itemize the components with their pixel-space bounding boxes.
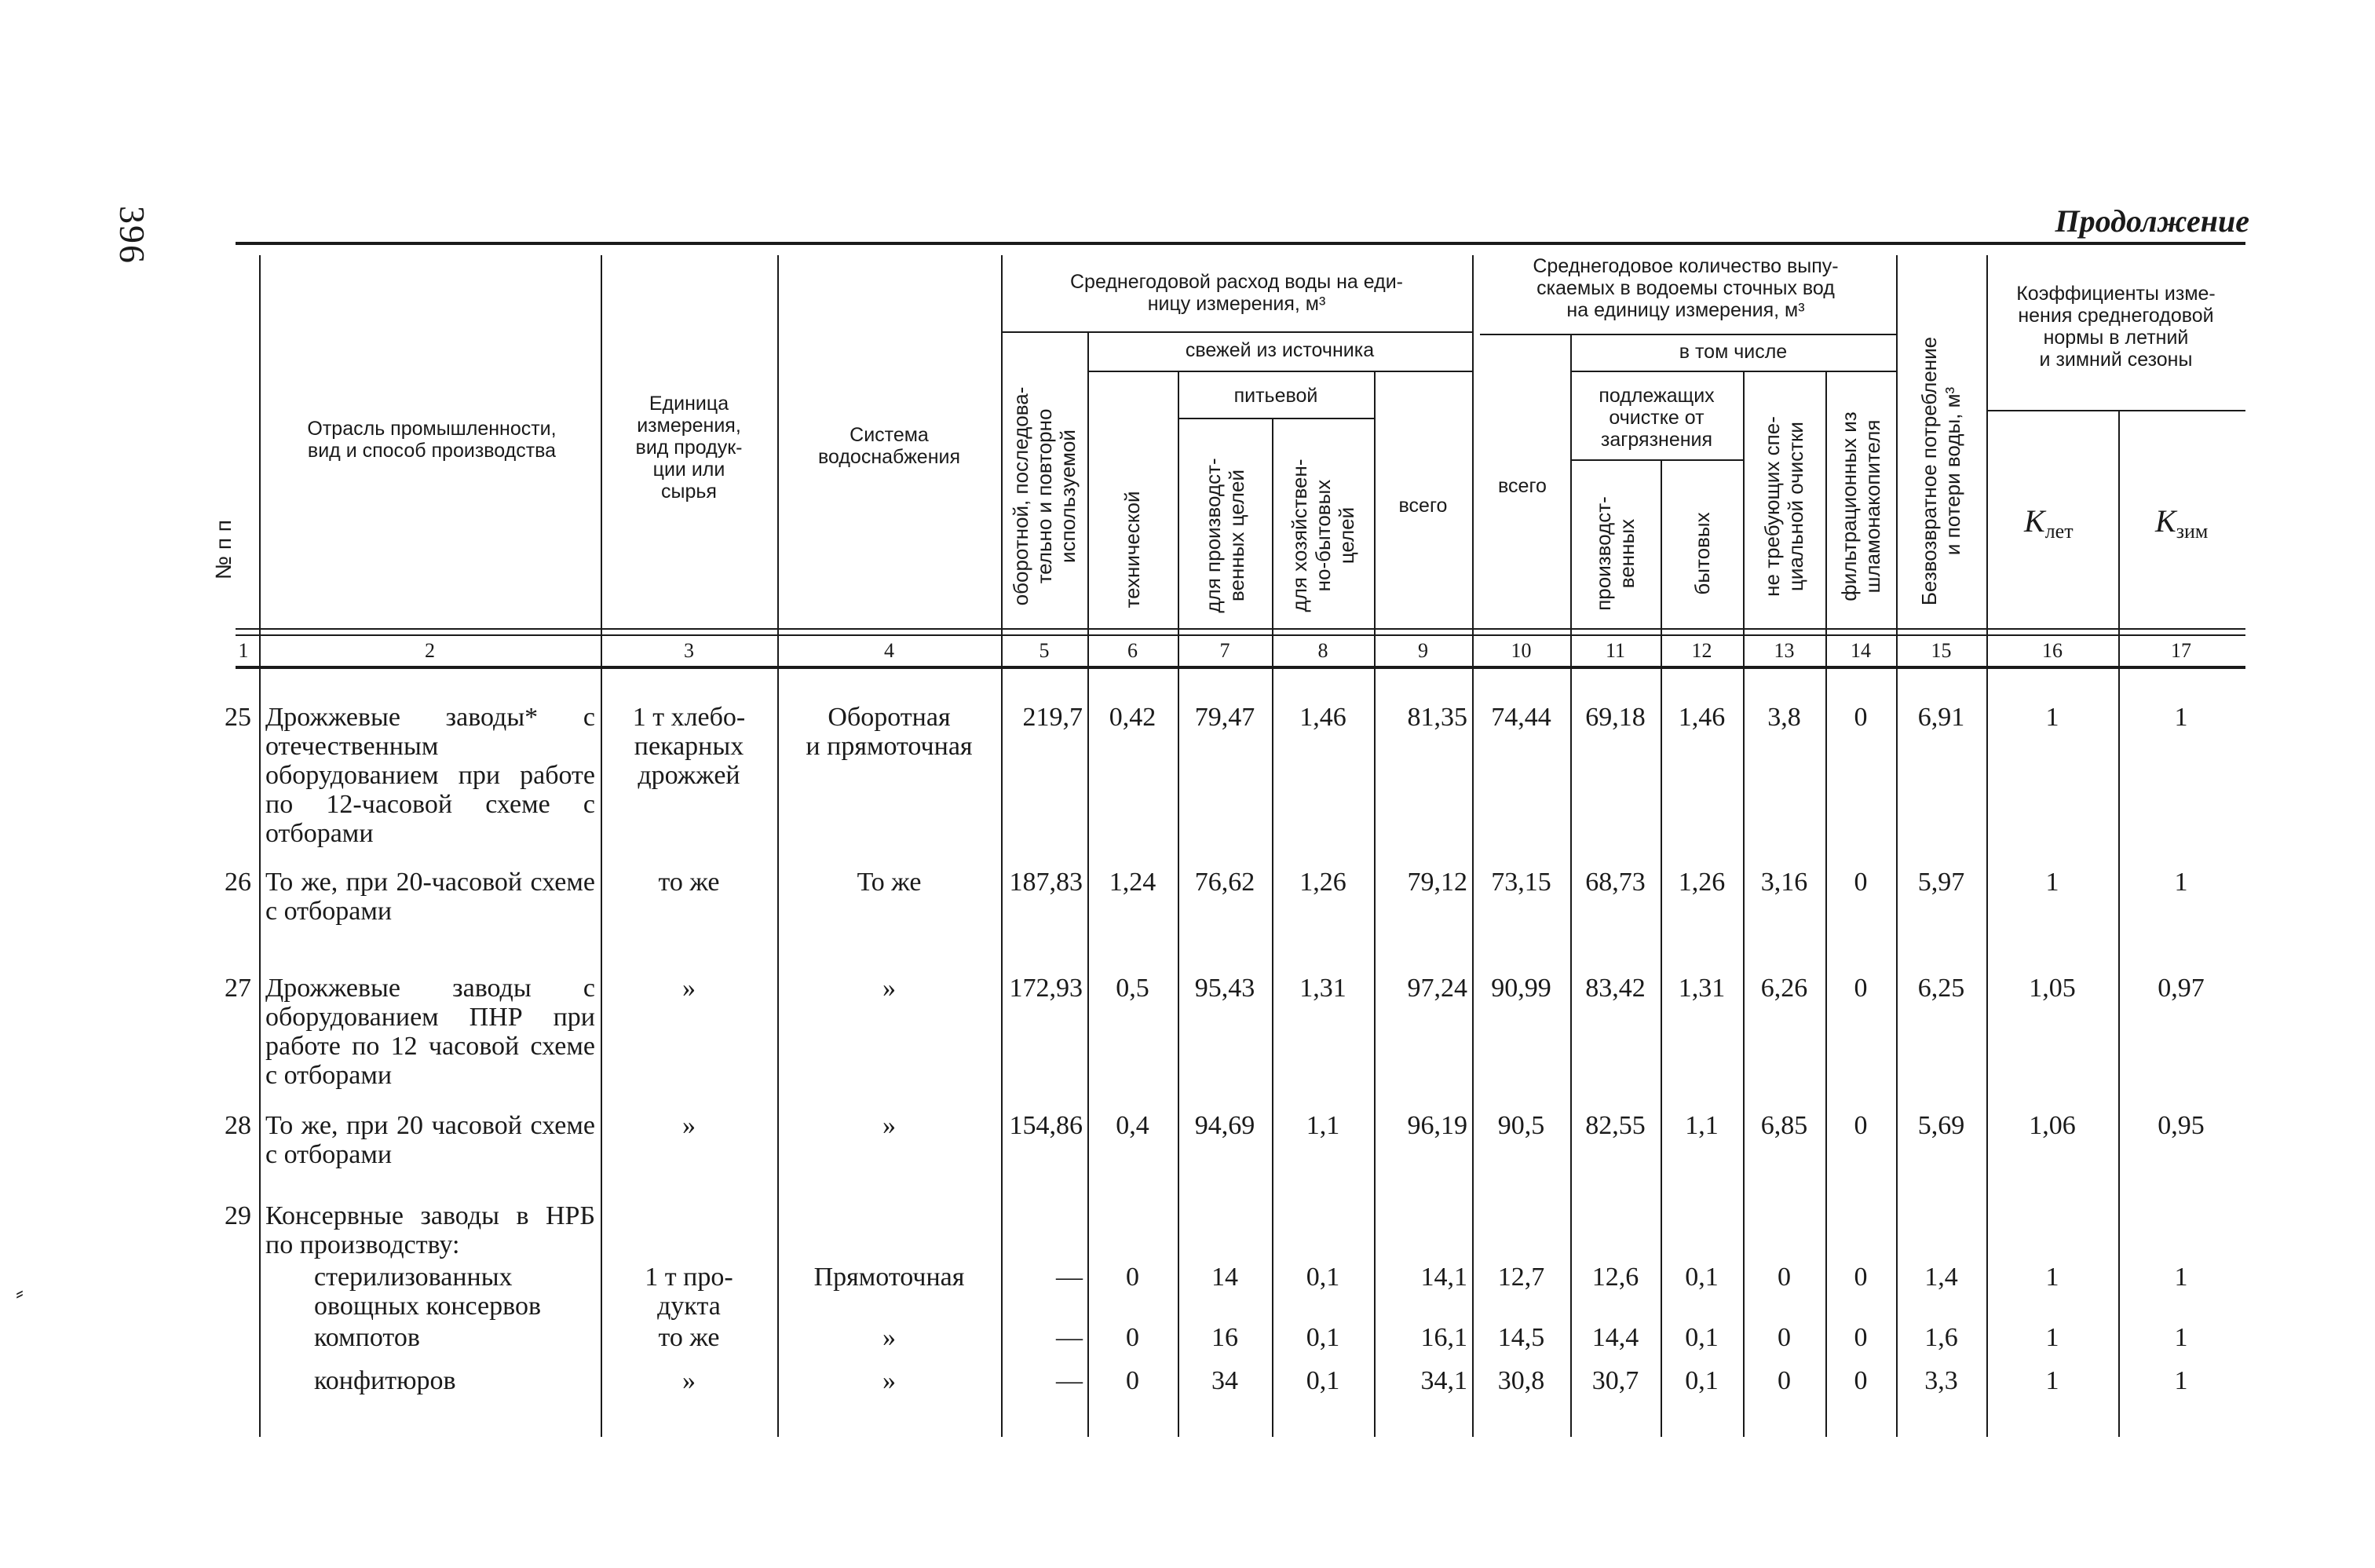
row-value: 16 (1211, 1323, 1238, 1352)
row-value: 0 (1854, 1263, 1868, 1292)
row-value: 0 (1778, 1323, 1791, 1352)
row-value: 0,42 (1109, 703, 1156, 732)
row-system: » (882, 1323, 896, 1352)
row-value: 1,46 (1299, 703, 1346, 732)
row-value: 1,26 (1299, 868, 1346, 897)
row-system: » (882, 1111, 896, 1140)
col-num: 5 (1039, 639, 1050, 662)
row-value: 1,1 (1306, 1111, 1340, 1140)
row-value: 0 (1126, 1263, 1139, 1292)
row-value: 0 (1854, 868, 1868, 897)
row-value: 0,1 (1685, 1366, 1719, 1395)
row-value: 68,73 (1585, 868, 1646, 897)
row-number: 28 (225, 1111, 251, 1140)
row-description: стерилизованных овощных консервов (314, 1263, 541, 1321)
row-value: 6,25 (1917, 974, 1965, 1003)
row-value: 74,44 (1491, 703, 1551, 732)
header-drinking: питьевой (1233, 385, 1318, 407)
header-to-treat: подлежащих очистке от загрязнения (1599, 385, 1715, 451)
row-description: конфитюров (314, 1366, 456, 1395)
row-value: 1 (2045, 703, 2059, 732)
row-unit: 1 т про- дукта (645, 1263, 733, 1321)
header-household: для хозяйствен- но-бытовых целей (1288, 459, 1358, 612)
col-num: 10 (1511, 639, 1532, 662)
row-value: 0,5 (1116, 974, 1149, 1003)
row-value: 6,91 (1917, 703, 1965, 732)
row-value: 95,43 (1194, 974, 1255, 1003)
row-number: 27 (225, 974, 251, 1003)
row-value: 0,95 (2158, 1111, 2205, 1140)
row-value: 81,35 (1407, 703, 1467, 732)
header-discharge-total: всего (1498, 475, 1547, 497)
row-value: 3,16 (1760, 868, 1808, 897)
header-filtration: фильтрационных из шламонакопителя (1837, 411, 1884, 601)
row-description: То же, при 20 часовой схеме с отборами (265, 1111, 595, 1169)
row-value: 79,47 (1194, 703, 1255, 732)
col-num: 17 (2171, 639, 2191, 662)
row-value: 30,8 (1497, 1366, 1545, 1395)
row-value: 73,15 (1491, 868, 1551, 897)
row-description: Дрожжевые заводы* с отечественным оборудованием при работе по 12-часовой схеме с отборами (265, 703, 595, 848)
row-value: 1,1 (1685, 1111, 1719, 1140)
row-value: 1 (2174, 1263, 2188, 1292)
row-value: 1,6 (1924, 1323, 1958, 1352)
row-description: компотов (314, 1323, 420, 1352)
header-total-use: всего (1398, 495, 1448, 517)
col-num: 12 (1691, 639, 1712, 662)
header-discharge: Среднегодовое количество выпу- скаемых в водоемы сточных вод на единицу измерения, м³ (1533, 255, 1839, 321)
header-production-purposes: для производст- венных целей (1201, 458, 1248, 613)
row-value: 0,1 (1306, 1323, 1340, 1352)
row-value: 1,31 (1678, 974, 1726, 1003)
row-value: 34,1 (1420, 1366, 1467, 1395)
row-system: Прямоточная (813, 1263, 965, 1292)
col-num: 8 (1317, 639, 1328, 662)
header-including: в том числе (1679, 341, 1788, 363)
row-value: 83,42 (1585, 974, 1646, 1003)
row-value: 219,7 (1022, 703, 1083, 732)
row-value: 1 (2174, 868, 2188, 897)
header-num: № п п (211, 520, 236, 579)
row-value: 0 (1778, 1366, 1791, 1395)
row-value: 5,97 (1917, 868, 1965, 897)
row-unit: » (682, 1366, 696, 1395)
row-value: 0,1 (1306, 1263, 1340, 1292)
row-value: 14 (1211, 1263, 1238, 1292)
row-value: 1 (2174, 1323, 2188, 1352)
row-value: 96,19 (1407, 1111, 1467, 1140)
row-value: 14,4 (1591, 1323, 1639, 1352)
row-value: 0,1 (1306, 1366, 1340, 1395)
row-value: 3,8 (1767, 703, 1801, 732)
row-value: 94,69 (1194, 1111, 1255, 1140)
row-value: 34 (1211, 1366, 1238, 1395)
row-value: 0,97 (2158, 974, 2205, 1003)
row-value: 5,69 (1917, 1111, 1965, 1140)
row-unit: 1 т хлебо- пекарных дрожжей (632, 703, 746, 790)
row-value: 0,1 (1685, 1323, 1719, 1352)
row-value: 6,26 (1760, 974, 1808, 1003)
margin-mark: ⸗ (16, 1280, 24, 1306)
col-num: 13 (1774, 639, 1795, 662)
row-value: 1,31 (1299, 974, 1346, 1003)
row-value: 90,99 (1491, 974, 1551, 1003)
row-value: 154,86 (1009, 1111, 1083, 1140)
header-k-winter: $K_{зим}$ (2155, 503, 2209, 543)
row-value: 0 (1778, 1263, 1791, 1292)
row-value: 14,1 (1420, 1263, 1467, 1292)
row-value: 187,83 (1009, 868, 1083, 897)
row-unit: то же (658, 868, 720, 897)
row-value: — (1056, 1263, 1083, 1292)
col-num: 9 (1418, 639, 1428, 662)
header-water-use: Среднегодовой расход воды на еди- ницу измерения, м³ (1070, 271, 1403, 315)
header-industrial: производст- венных (1591, 496, 1639, 611)
header-technical: технической (1120, 491, 1144, 609)
row-system: » (882, 1366, 896, 1395)
col-num: 7 (1219, 639, 1230, 662)
row-value: 1 (2045, 1323, 2059, 1352)
row-value: 1,05 (2029, 974, 2076, 1003)
row-value: 30,7 (1591, 1366, 1639, 1395)
row-system: Оборотная и прямоточная (806, 703, 973, 761)
header-system: Система водоснабжения (817, 424, 961, 468)
row-value: 12,6 (1591, 1263, 1639, 1292)
row-value: 12,7 (1497, 1263, 1545, 1292)
col-num: 11 (1605, 639, 1626, 662)
header-unit: Единица измерения, вид продук- ции или сырья (635, 393, 743, 503)
row-value: 1,24 (1109, 868, 1156, 897)
header-fresh: свежей из источника (1185, 339, 1375, 361)
header-k-summer: $K_{лет}$ (2024, 503, 2074, 543)
row-value: 79,12 (1407, 868, 1467, 897)
row-value: 3,3 (1924, 1366, 1958, 1395)
col-num: 15 (1931, 639, 1952, 662)
col-num: 14 (1851, 639, 1871, 662)
row-unit: то же (658, 1323, 720, 1352)
row-number: 26 (225, 868, 251, 897)
row-value: — (1056, 1323, 1083, 1352)
row-value: 0,4 (1116, 1111, 1149, 1140)
page-number: 396 (112, 206, 152, 265)
row-description: Дрожжевые заводы с оборудованием ПНР при работе по 12 часовой схеме с отборами (265, 974, 595, 1090)
row-description: Консервные заводы в НРБ по производству: (265, 1201, 595, 1259)
row-value: 0 (1854, 1323, 1868, 1352)
row-value: 1 (2045, 1263, 2059, 1292)
row-system: » (882, 974, 896, 1003)
col-num: 3 (684, 639, 694, 662)
row-value: 1 (2045, 1366, 2059, 1395)
row-number: 25 (225, 703, 251, 732)
row-value: 6,85 (1760, 1111, 1808, 1140)
row-description: То же, при 20-часовой схеме с отборами (265, 868, 595, 926)
row-value: 69,18 (1585, 703, 1646, 732)
row-value: 0,1 (1685, 1263, 1719, 1292)
row-number: 29 (225, 1201, 251, 1230)
row-value: 0 (1854, 1366, 1868, 1395)
row-value: 16,1 (1420, 1323, 1467, 1352)
row-value: 1 (2045, 868, 2059, 897)
row-value: 0 (1126, 1366, 1139, 1395)
row-unit: » (682, 1111, 696, 1140)
col-num: 1 (238, 639, 249, 662)
row-value: 0 (1854, 974, 1868, 1003)
header-domestic: бытовых (1690, 512, 1714, 595)
row-value: 1,26 (1678, 868, 1726, 897)
col-num: 4 (884, 639, 894, 662)
row-value: 1,06 (2029, 1111, 2076, 1140)
row-value: 14,5 (1497, 1323, 1545, 1352)
row-unit: » (682, 974, 696, 1003)
col-num: 2 (425, 639, 435, 662)
col-num: 6 (1127, 639, 1138, 662)
header-losses: Безвозвратное потребление и потери воды, м³ (1917, 336, 1964, 606)
header-industry: Отрасль промышленности, вид и способ производства (307, 418, 557, 462)
header-no-treatment: не требующих спе- циальной очистки (1760, 416, 1807, 597)
row-value: 90,5 (1497, 1111, 1545, 1140)
row-value: 0 (1126, 1323, 1139, 1352)
row-system: То же (857, 868, 922, 897)
row-value: 1,46 (1678, 703, 1726, 732)
row-value: 76,62 (1194, 868, 1255, 897)
row-value: 1 (2174, 1366, 2188, 1395)
row-value: — (1056, 1366, 1083, 1395)
header-coefficients: Коэффициенты изме- нения среднегодовой нормы в летний и зимний сезоны (2016, 283, 2216, 371)
row-value: 0 (1854, 703, 1868, 732)
row-value: 1,4 (1924, 1263, 1958, 1292)
row-value: 97,24 (1407, 974, 1467, 1003)
row-value: 82,55 (1585, 1111, 1646, 1140)
row-value: 172,93 (1009, 974, 1083, 1003)
row-value: 0 (1854, 1111, 1868, 1140)
col-num: 16 (2042, 639, 2063, 662)
continuation-label: Продолжение (2055, 203, 2249, 239)
header-recirculated: оборотной, последова- тельно и повторно используемой (1009, 386, 1080, 606)
row-value: 1 (2174, 703, 2188, 732)
